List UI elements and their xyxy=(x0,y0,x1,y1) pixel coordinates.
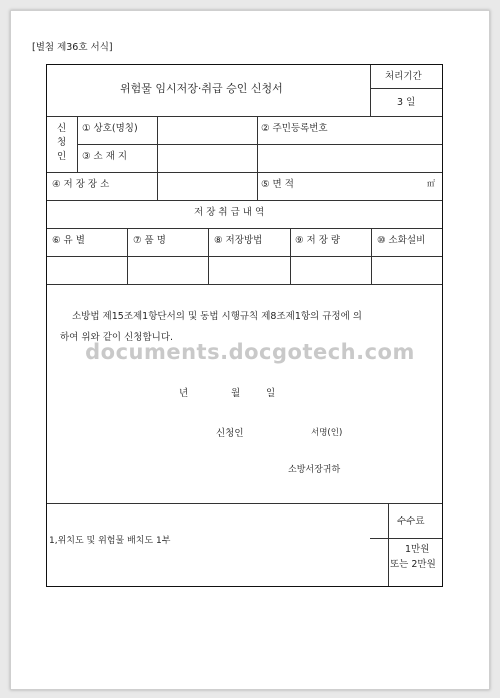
processing-period-label: 처리기간 xyxy=(385,71,422,82)
column-storage-method: ⑧ 저장방법 xyxy=(214,235,263,246)
applicant-label-2: 청 xyxy=(57,137,67,148)
trade-name-label: ① 상호(명칭) xyxy=(82,123,138,134)
applicant-label-3: 인 xyxy=(57,151,67,162)
form-number-tag: [별첨 제36호 서식] xyxy=(32,42,113,53)
address-label: ③ 소 재 지 xyxy=(82,151,128,162)
fee-amount-line1: 1만원 xyxy=(405,544,430,555)
application-statement-line1: 소방법 제15조제1항단서의 및 동법 시행규칙 제8조제1항의 규정에 의 xyxy=(72,311,362,322)
fee-amount-line2: 또는 2만원 xyxy=(390,559,436,570)
signature-seal-label: 서명(인) xyxy=(311,428,343,438)
column-class: ⑥ 유 별 xyxy=(52,235,85,246)
column-storage-quantity: ⑨ 저 장 량 xyxy=(295,235,341,246)
date-month: 월 xyxy=(231,388,241,399)
application-statement-line2: 하여 위와 같이 신청합니다. xyxy=(60,332,174,343)
column-extinguisher: ⑩ 소화설비 xyxy=(377,235,426,246)
date-day: 일 xyxy=(266,388,276,399)
area-unit: ㎡ xyxy=(427,179,435,188)
column-item-name: ⑦ 품 명 xyxy=(133,235,166,246)
storage-place-label: ④ 저 장 장 소 xyxy=(52,179,110,190)
fee-label: 수수료 xyxy=(397,516,425,527)
application-form xyxy=(46,64,443,587)
addressee: 소방서장귀하 xyxy=(288,465,341,475)
processing-period-value: 3 일 xyxy=(397,97,416,108)
area-label: ⑤ 면 적 xyxy=(261,179,294,190)
applicant-sign-label: 신청인 xyxy=(216,428,244,439)
form-title: 위험물 임시저장·취급 승인 신청서 xyxy=(120,82,283,95)
storage-details-header: 저 장 취 급 내 역 xyxy=(194,207,265,218)
date-year: 년 xyxy=(179,388,189,399)
attachment-note: 1,위치도 및 위험물 배치도 1부 xyxy=(49,536,171,546)
resident-number-label: ② 주민등록번호 xyxy=(261,123,328,134)
applicant-label-1: 신 xyxy=(57,123,67,134)
watermark: documents.docgotech.com xyxy=(85,340,415,364)
